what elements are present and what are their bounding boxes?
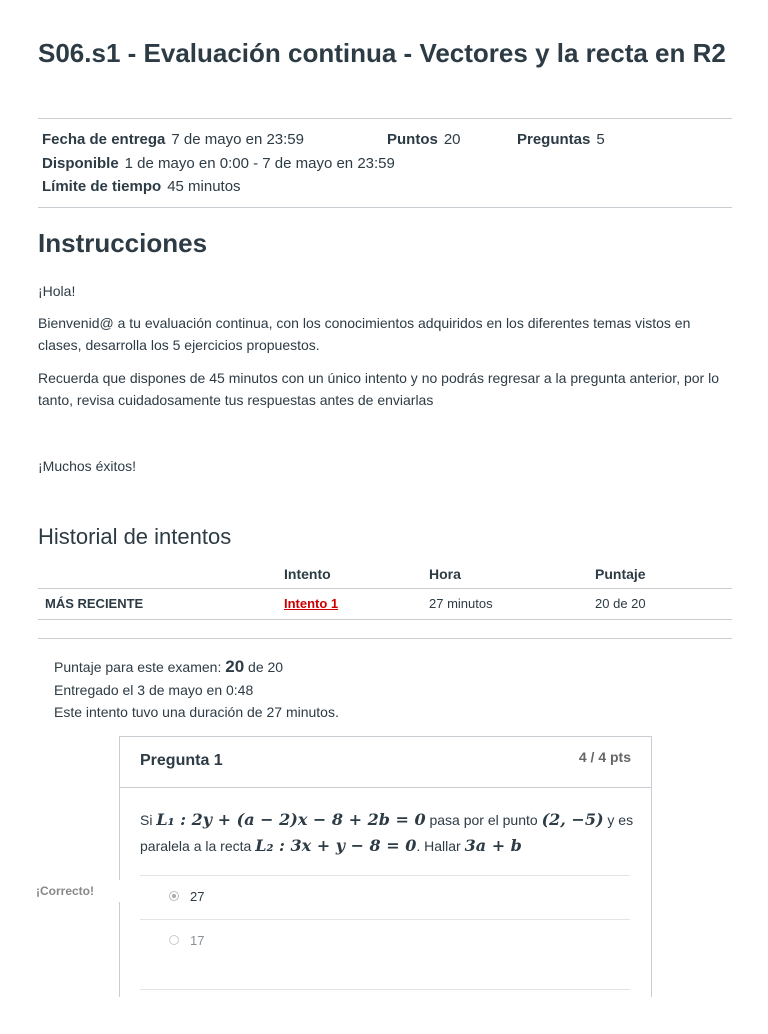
instructions-greeting: ¡Hola!	[38, 283, 76, 299]
table-row-divider	[38, 619, 732, 620]
question-text	[140, 807, 640, 859]
text-si: Si	[140, 812, 153, 828]
divider	[38, 118, 732, 119]
question-points: 4 / 4 pts	[578, 749, 631, 765]
table-header-divider	[38, 588, 732, 589]
attempt-score-of: de 20	[613, 596, 646, 611]
instructions-paragraph-1: Bienvenid@ a tu evaluación continua, con los conocimientos adquiridos en los diferentes temas vistos en clases, desarrolla los 5 ejercicios propuestos.	[38, 315, 691, 353]
answer-divider	[140, 989, 630, 1034]
quiz-title: S06.s1 - Evaluación continua - Vectores y la recta en R2	[38, 38, 726, 68]
quiz-meta-row-3	[42, 177, 241, 197]
divider	[38, 207, 732, 208]
submitted-info: Entregado el 3 de mayo en 0:48	[54, 682, 254, 698]
score-value: 20	[225, 657, 245, 676]
answer-label: 27	[190, 889, 205, 904]
points-label: Puntos	[387, 131, 438, 148]
divider	[38, 638, 732, 639]
score-prefix: Puntaje para este examen:	[54, 659, 222, 675]
attempt-score-value: 20	[595, 596, 610, 611]
instructions-closing: ¡Muchos éxitos!	[38, 458, 137, 474]
question-title: Pregunta 1	[140, 752, 223, 769]
text-pasa: pasa por el punto	[429, 812, 538, 828]
column-header-score: Puntaje	[595, 566, 646, 582]
due-value: 7 de mayo en 23:59	[171, 131, 304, 148]
text-paralela: paralela a la recta	[140, 838, 252, 854]
history-heading: Historial de intentos	[38, 524, 232, 549]
radio-button[interactable]	[169, 935, 179, 945]
answer-label: 17	[190, 933, 205, 948]
line1-equation: L₁ : 2y + (a − 2)x − 8 + 2b = 0	[156, 810, 426, 829]
instructions-paragraph-2: Recuerda que dispones de 45 minutos con un único intento y no podrás regresar a la pregunta anterior, por lo tanto, revisa cuidadosamente tus respuestas antes de enviarlas	[38, 370, 719, 408]
time-limit-label: Límite de tiempo	[42, 178, 162, 195]
text-y-es: y es	[607, 812, 634, 828]
score-summary	[54, 656, 283, 678]
text-hallar: . Hallar	[416, 838, 461, 854]
questions-label: Preguntas	[517, 131, 591, 148]
attempt-link[interactable]: Intento 1	[284, 596, 339, 611]
time-limit-value: 45 minutos	[167, 178, 241, 195]
attempt-time: 27 minutos	[429, 596, 493, 611]
correct-answer-flag: ¡Correcto!	[30, 880, 128, 902]
available-label: Disponible	[42, 155, 119, 172]
answer-option[interactable]	[140, 875, 630, 920]
column-header-attempt: Intento	[284, 566, 331, 582]
score-suffix: de 20	[248, 659, 284, 675]
questions-value: 5	[596, 131, 605, 148]
point-math: (2, −5)	[541, 810, 604, 829]
attempt-score	[595, 596, 646, 611]
points-value: 20	[443, 131, 461, 148]
radio-button-selected[interactable]	[169, 891, 179, 901]
question-card	[119, 736, 652, 997]
column-header-time: Hora	[429, 566, 461, 582]
quiz-meta-row-2	[42, 154, 395, 174]
question-header	[120, 737, 651, 788]
row-label-recent: MÁS RECIENTE	[45, 596, 144, 611]
line2-equation: L₂ : 3x + y − 8 = 0	[255, 836, 417, 855]
target-expression: 3a + b	[464, 836, 522, 855]
available-value: 1 de mayo en 0:00 - 7 de mayo en 23:59	[124, 155, 395, 172]
history-table	[38, 560, 732, 622]
due-label: Fecha de entrega	[42, 131, 166, 148]
answer-option[interactable]	[140, 919, 630, 964]
duration-info: Este intento tuvo una duración de 27 minutos.	[54, 704, 339, 720]
instructions-heading: Instrucciones	[38, 228, 208, 258]
